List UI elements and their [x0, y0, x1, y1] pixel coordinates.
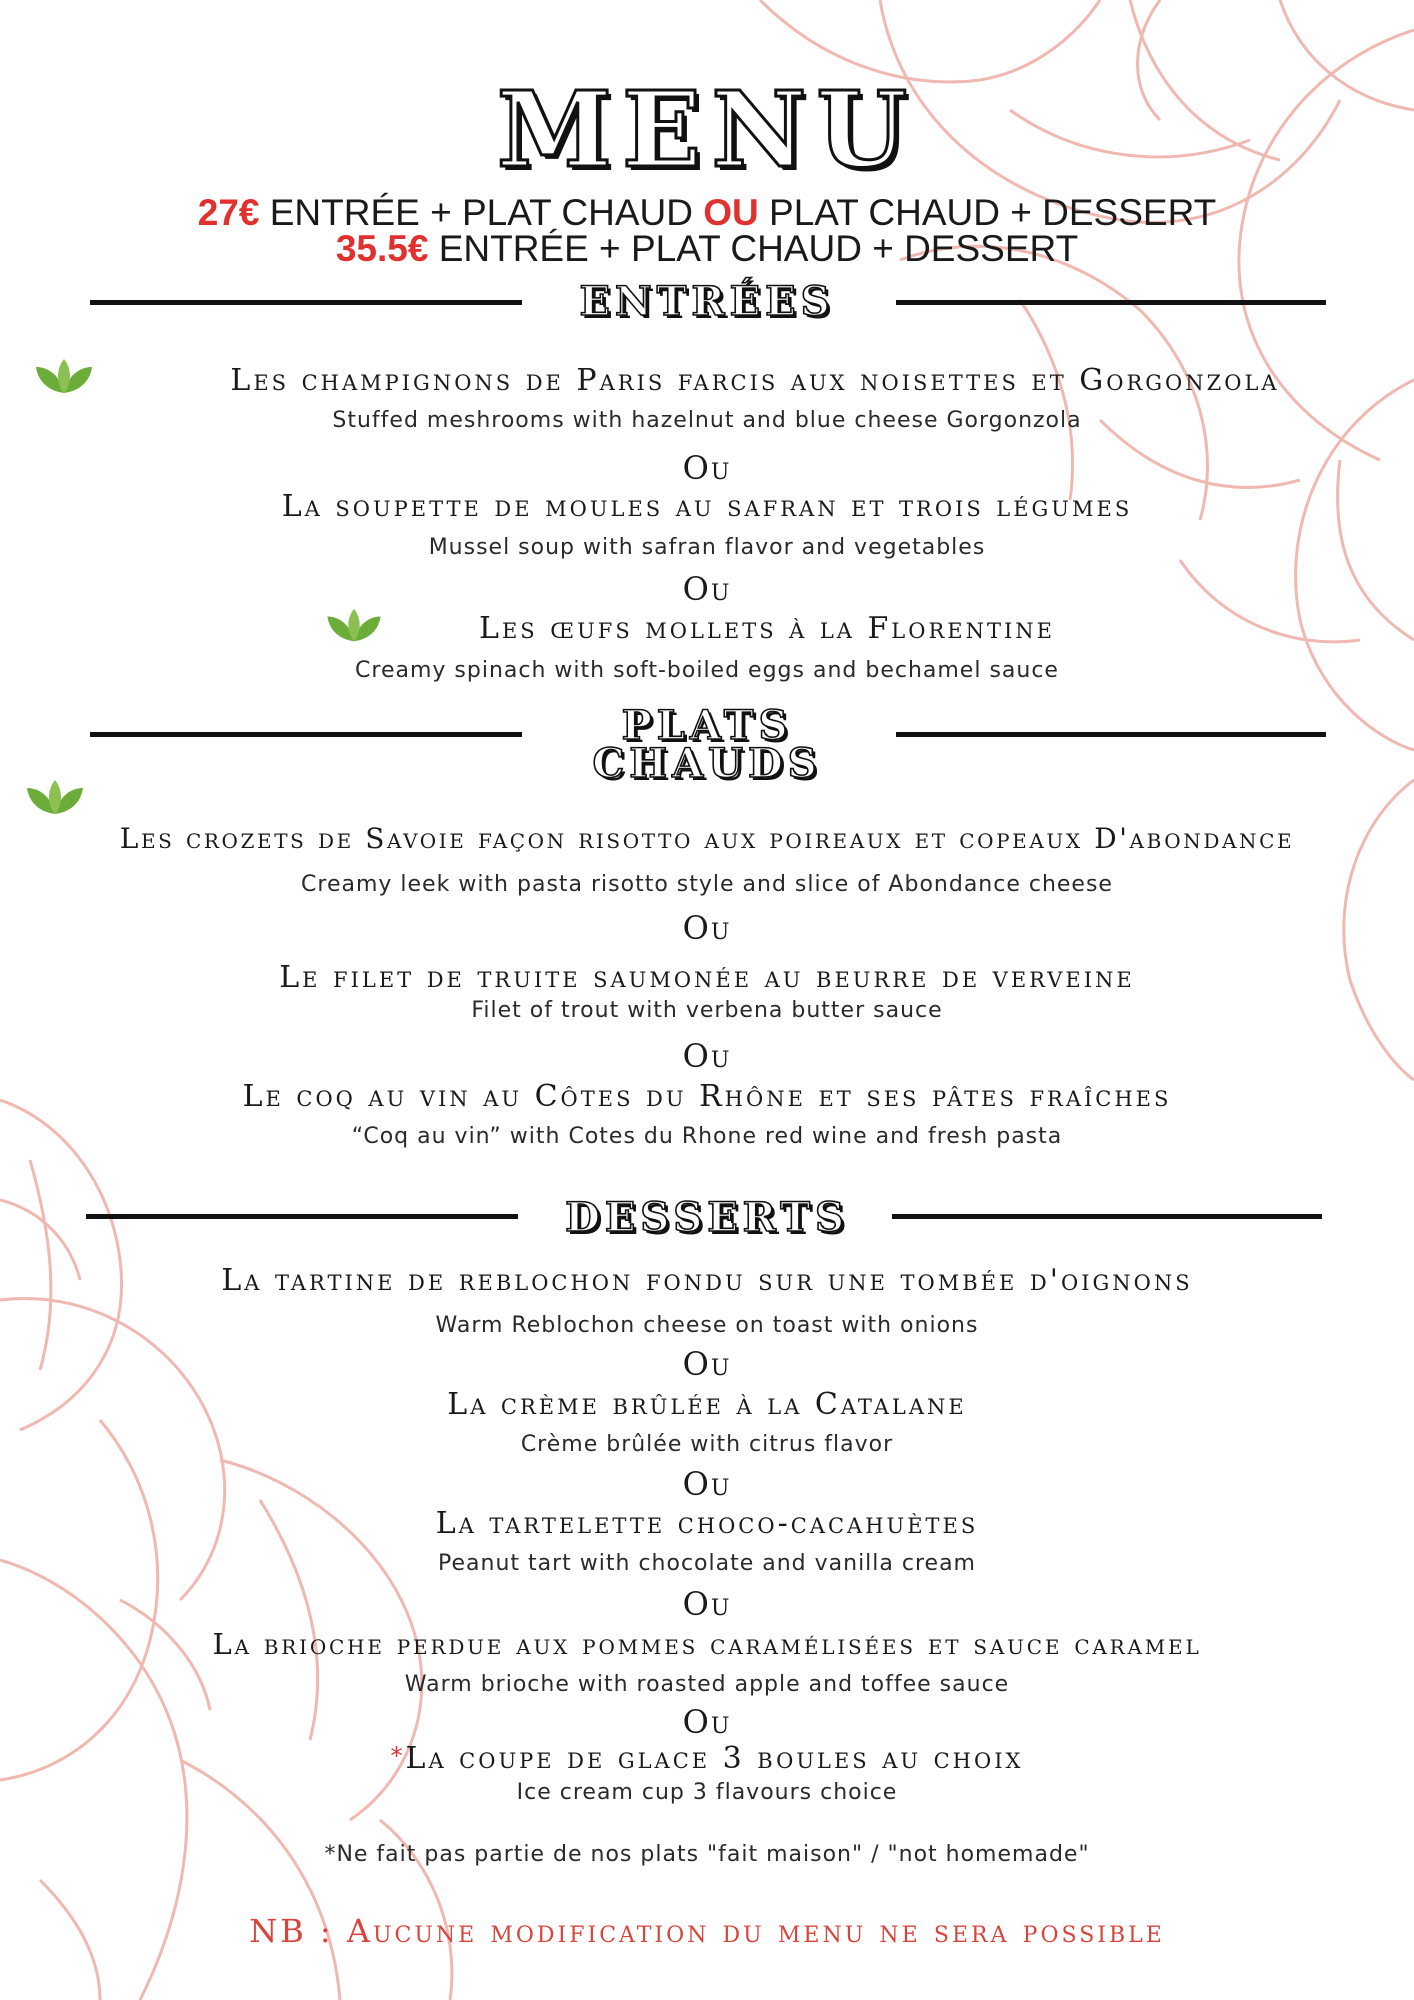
dessert-1-desc: Warm Reblochon cheese on toast with onions — [435, 1313, 979, 1338]
or-separator: Ou — [682, 449, 732, 487]
entree-3-name: Les œufs mollets à la Florentine — [479, 611, 1055, 646]
plat-1-name: Les crozets de Savoie façon risotto aux poireaux et copeaux D'abondance — [119, 822, 1295, 855]
price-27-or: OU — [703, 192, 759, 233]
price-27: 27€ — [197, 192, 260, 233]
dessert-3-desc: Peanut tart with chocolate and vanilla cream — [438, 1551, 976, 1576]
dessert-2-name: La crème brûlée à la Catalane — [447, 1387, 967, 1422]
plat-3-desc: “Coq au vin” with Cotes du Rhone red wine and fresh pasta — [351, 1124, 1063, 1149]
plat-1-desc: Creamy leek with pasta risotto style and slice of Abondance cheese — [301, 872, 1113, 897]
dessert-1-name: La tartine de reblochon fondu sur une tombée d'oignons — [221, 1263, 1193, 1298]
section-title-plats-line-1: PLATS — [621, 702, 793, 749]
dessert-3-name: La tartelette choco-cacahuètes — [435, 1506, 979, 1541]
price-27-part-a: ENTRÉE + PLAT CHAUD — [269, 192, 693, 233]
or-separator: Ou — [682, 1703, 732, 1741]
section-header-entrees — [0, 278, 1414, 368]
price-27-part-b: PLAT CHAUD + DESSERT — [769, 192, 1217, 233]
dessert-5-row — [0, 1741, 1414, 1776]
or-separator: Ou — [682, 1585, 732, 1623]
vegetarian-leaf-icon — [24, 778, 86, 818]
price-line-35-5 — [0, 230, 1414, 267]
plat-2-name: Le filet de truite saumonée au beurre de verveine — [279, 960, 1135, 995]
section-header-plats-chauds — [0, 702, 1414, 796]
or-separator: Ou — [682, 909, 732, 947]
entree-2-name: La soupette de moules au safran et trois légumes — [281, 489, 1133, 524]
dessert-4-desc: Warm brioche with roasted apple and toffee sauce — [404, 1672, 1010, 1697]
dessert-5-name: La coupe de glace 3 boules au choix — [405, 1741, 1024, 1776]
plat-2-desc: Filet of trout with verbena butter sauce — [471, 998, 943, 1023]
dessert-2-desc: Crème brûlée with citrus flavor — [520, 1432, 894, 1457]
dessert-4-name: La brioche perdue aux pommes caramélisées et sauce caramel — [212, 1627, 1202, 1661]
not-homemade-marker: * — [390, 1742, 406, 1770]
price-35-5-text: ENTRÉE + PLAT CHAUD + DESSERT — [438, 228, 1079, 269]
price-line-27 — [0, 194, 1414, 231]
section-title-entrees: ENTRÉES — [579, 278, 835, 325]
or-separator: Ou — [682, 570, 732, 608]
or-separator: Ou — [682, 1465, 732, 1503]
section-title-plats-line-2: CHAUDS — [592, 740, 822, 787]
footnote-not-homemade: *Ne fait pas partie de nos plats "fait maison" / "not homemade" — [324, 1842, 1090, 1867]
or-separator: Ou — [682, 1037, 732, 1075]
entree-1-name: Les champignons de Paris farcis aux noisettes et Gorgonzola — [230, 363, 1280, 398]
nb-notice: NB : Aucune modification du menu ne sera possible — [249, 1912, 1165, 1950]
menu-title: MENU — [496, 68, 918, 191]
price-35-5: 35.5€ — [335, 228, 429, 269]
entree-3-desc: Creamy spinach with soft-boiled eggs and bechamel sauce — [355, 658, 1059, 683]
entree-1-desc: Stuffed meshrooms with hazelnut and blue cheese Gorgonzola — [332, 408, 1082, 433]
plat-3-name: Le coq au vin au Côtes du Rhône et ses pâtes fraîches — [242, 1079, 1172, 1114]
entree-2-desc: Mussel soup with safran flavor and vegetables — [428, 535, 986, 560]
dessert-5-desc: Ice cream cup 3 flavours choice — [516, 1780, 898, 1805]
section-title-desserts: DESSERTS — [565, 1194, 849, 1241]
or-separator: Ou — [682, 1345, 732, 1383]
